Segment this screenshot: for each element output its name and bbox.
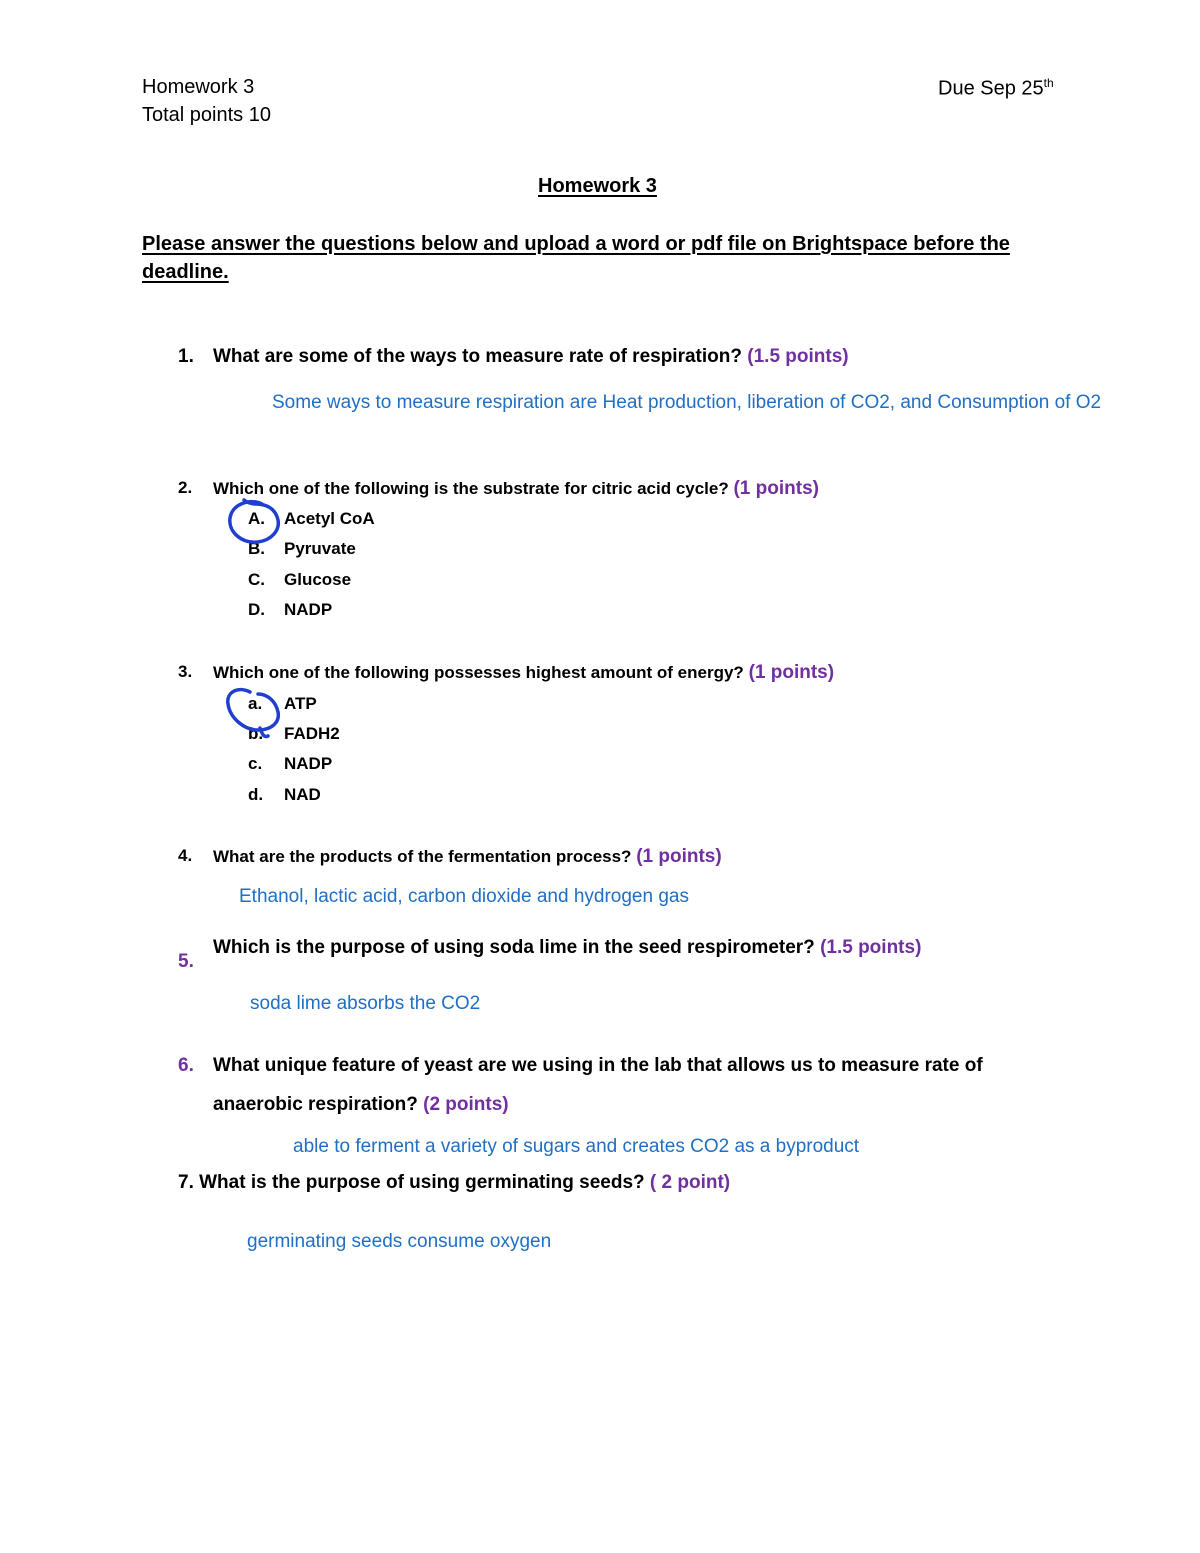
q5-question [213, 937, 921, 959]
q2-answer-circle-mark [222, 498, 286, 548]
q2-number: 2. [178, 478, 193, 497]
q3-answer-circle-mark [220, 684, 288, 742]
due-date-text: Due Sep 25 [938, 77, 1044, 100]
header-total-points: Total points 10 [142, 104, 271, 126]
q1-number: 1. [178, 346, 194, 367]
page-title: Homework 3 [538, 175, 657, 197]
header-title: Homework 3 [142, 76, 255, 98]
q4-text: What are the products of the fermentation process? [213, 847, 632, 866]
q6-text: anaerobic respiration? [213, 1094, 418, 1115]
q4-number: 4. [178, 846, 193, 865]
q2-points: (1 points) [733, 478, 819, 499]
q3-question [213, 662, 834, 684]
q5-answer: soda lime absorbs the CO2 [250, 993, 481, 1014]
instructions-line2: deadline. [142, 261, 229, 283]
q1-question [213, 346, 849, 368]
instructions-line1: Please answer the questions below and upload a word or pdf file on Brightspace before the [142, 233, 1010, 255]
q7-answer: germinating seeds consume oxygen [247, 1231, 552, 1252]
q4-points: (1 points) [636, 846, 722, 867]
q2-question [213, 478, 819, 500]
q2-option-text: NADP [284, 600, 333, 619]
q7-text: 7. What is the purpose of using germinating seeds? [178, 1172, 645, 1193]
q6-question-line2 [213, 1094, 509, 1116]
q3-option-letter: c. [248, 754, 263, 773]
q2-option-letter: B. [248, 539, 265, 558]
q3-number: 3. [178, 662, 193, 681]
q2-option-text: Pyruvate [284, 539, 356, 558]
q6-answer: able to ferment a variety of sugars and creates CO2 as a byproduct [293, 1136, 860, 1157]
q3-option-text: NADP [284, 754, 333, 773]
q3-option-text: NAD [284, 785, 321, 804]
q7-question [178, 1172, 730, 1194]
q3-text: Which one of the following possesses highest amount of energy? [213, 663, 744, 682]
q6-question-line1: What unique feature of yeast are we using in the lab that allows us to measure rate of [213, 1055, 983, 1076]
q2-option-letter: D. [248, 600, 265, 619]
q2-option-text: Acetyl CoA [284, 509, 375, 528]
q2-text: Which one of the following is the substrate for citric acid cycle? [213, 479, 729, 498]
q2-option-letter: C. [248, 570, 265, 589]
q3-option-text: ATP [284, 694, 317, 713]
q2-option-letter: A. [248, 509, 265, 528]
q4-question [213, 846, 722, 868]
due-date-suffix: th [1043, 76, 1054, 90]
q6-number: 6. [178, 1055, 194, 1076]
header-due-date [938, 76, 1054, 101]
q3-option-letter: a. [248, 694, 263, 713]
q3-option-text: FADH2 [284, 724, 340, 743]
q7-points: ( 2 point) [649, 1172, 731, 1193]
q2-option-text: Glucose [284, 570, 352, 589]
q6-points: (2 points) [423, 1094, 509, 1115]
q3-option-letter: b. [248, 724, 264, 743]
q1-answer: Some ways to measure respiration are Heat production, liberation of CO2, and Consumption of O2 [272, 392, 1102, 413]
q1-text: What are some of the ways to measure rate of respiration? [213, 346, 742, 367]
q5-number: 5. [178, 951, 194, 972]
q4-answer: Ethanol, lactic acid, carbon dioxide and hydrogen gas [239, 886, 689, 907]
q3-points: (1 points) [748, 662, 835, 683]
q5-text: Which is the purpose of using soda lime in the seed respirometer? [213, 937, 815, 958]
q5-points: (1.5 points) [820, 937, 922, 958]
q3-option-letter: d. [248, 785, 264, 804]
q1-points: (1.5 points) [747, 346, 849, 367]
